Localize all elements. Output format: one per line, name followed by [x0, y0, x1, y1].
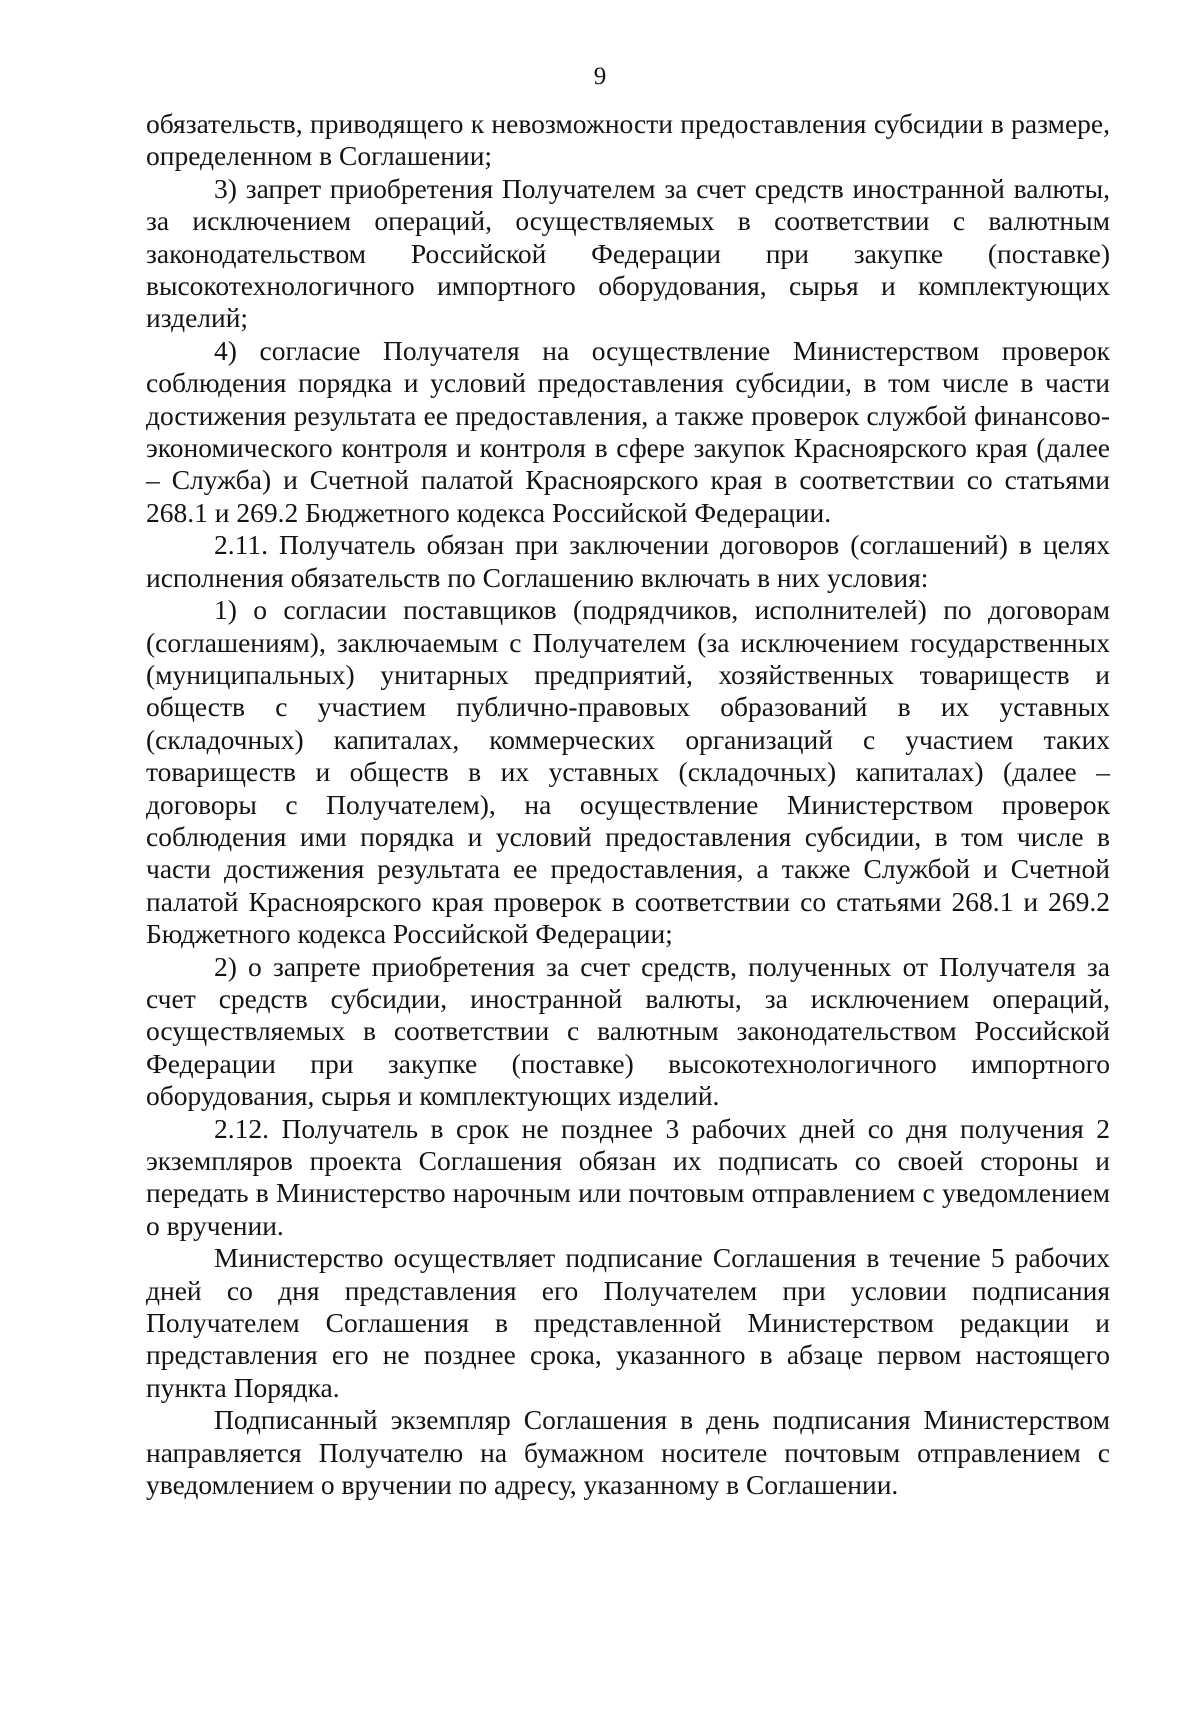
- paragraph-item-4: 4) согласие Получателя на осуществление Министерством проверок соблюдения порядка и условий предоставления субсидии, в том числе в части достижения результата ее предоставления, а также проверок службой финансово-экономического контроля и контроля в сфере закупок Красноярского края (далее – Служба) и Счетной палатой Красноярского края в соответствии со статьями 268.1 и 269.2 Бюджетного кодекса Российской Федерации.: [146, 334, 1110, 528]
- paragraph-signed-copy: Подписанный экземпляр Соглашения в день подписания Министерством направляется Получателю на бумажном носителе почтовым отправлением с уведомлением о вручении по адресу, указанному в Соглашении.: [146, 1404, 1110, 1501]
- paragraph-continuation: обязательств, приводящего к невозможности предоставления субсидии в размере, определенном в Соглашении;: [146, 108, 1110, 172]
- paragraph-item-3: 3) запрет приобретения Получателем за счет средств иностранной валюты, за исключением операций, осуществляемых в соответствии с валютным законодательством Российской Федерации при закупке (поставке) высокотехнологичного импортного оборудования, сырья и комплектующих изделий;: [146, 172, 1110, 334]
- paragraph-clause-2-11: 2.11. Получатель обязан при заключении договоров (соглашений) в целях исполнения обязательств по Соглашению включать в них условия:: [146, 529, 1110, 593]
- paragraph-clause-2-12: 2.12. Получатель в срок не позднее 3 рабочих дней со дня получения 2 экземпляров проекта Соглашения обязан их подписать со своей стороны и передать в Министерство нарочным или почтовым отправлением с уведомлением о вручении.: [146, 1112, 1110, 1241]
- paragraph-ministry-signing: Министерство осуществляет подписание Соглашения в течение 5 рабочих дней со дня представления его Получателем при условии подписания Получателем Соглашения в представленной Министерством редакции и представления его не позднее срока, указанного в абзаце первом настоящего пункта Порядка.: [146, 1242, 1110, 1403]
- page-number: 9: [593, 63, 607, 90]
- paragraph-clause-2-11-item-2: 2) о запрете приобретения за счет средств, полученных от Получателя за счет средств субсидии, иностранной валюты, за исключением операций, осуществляемых в соответствии с валютным законодательством Российской Федерации при закупке (поставке) высокотехнологичного импортного оборудования, сырья и комплектующих изделий.: [146, 950, 1110, 1112]
- paragraph-clause-2-11-item-1: 1) о согласии поставщиков (подрядчиков, исполнителей) по договорам (соглашениям), заключаемым с Получателем (за исключением государственных (муниципальных) унитарных предприятий, хозяйственных товариществ и обществ с участием публично-правовых образований в их уставных (складочных) капиталах, коммерческих организаций с участием таких товариществ и обществ в их уставных (складочных) капиталах) (далее – договоры с Получателем), на осуществление Министерством проверок соблюдения ими порядка и условий предоставления субсидии, в том числе в части достижения результата ее предоставления, а также Службой и Счетной палатой Красноярского края проверок в соответствии со статьями 268.1 и 269.2 Бюджетного кодекса Российской Федерации;: [146, 594, 1110, 950]
- document-body: [146, 108, 1110, 1501]
